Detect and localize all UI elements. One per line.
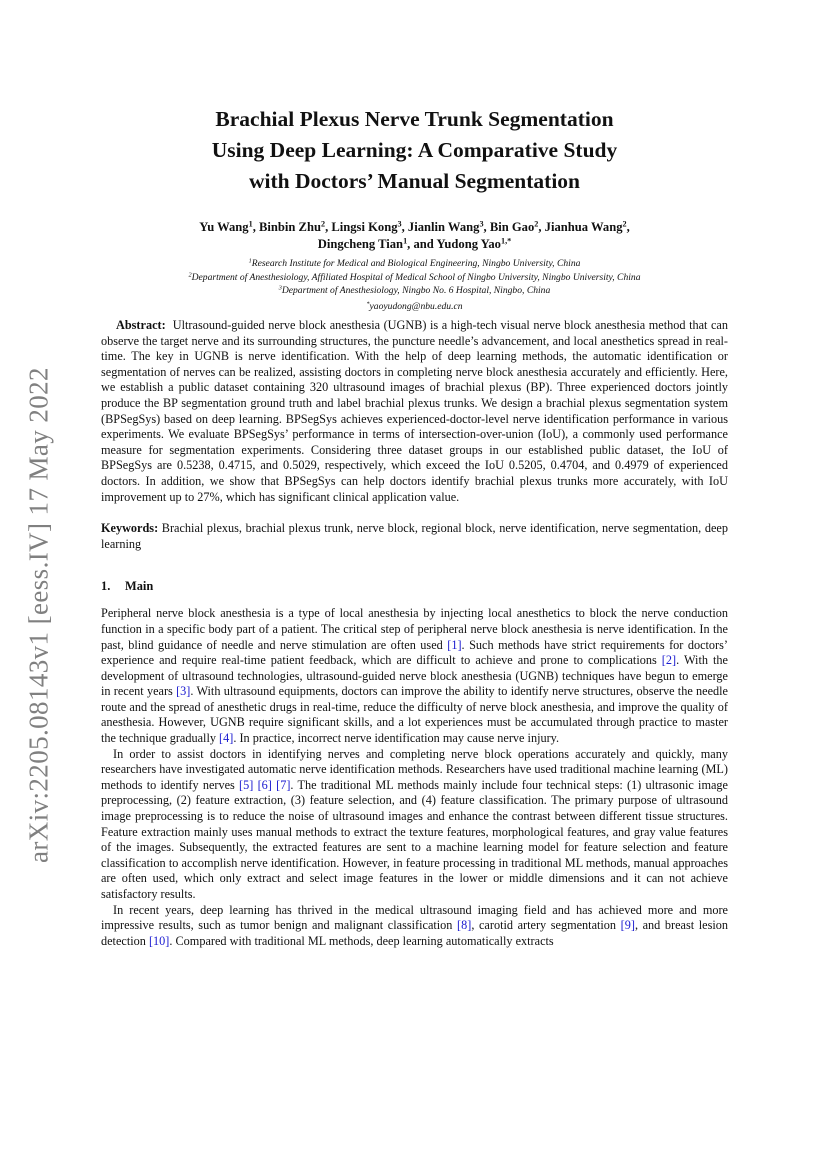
author-affiliation-marker: 2	[622, 219, 627, 229]
affiliation-text: Research Institute for Medical and Biological Engineering, Ningbo University, China	[251, 258, 581, 269]
citation-link[interactable]: [6]	[257, 777, 272, 792]
keywords-text: Brachial plexus, brachial plexus trunk, nerve block, regional block, nerve identification, nerve segmentation, deep learning	[101, 521, 728, 551]
author-name: Binbin Zhu	[259, 220, 321, 234]
abstract	[101, 318, 728, 505]
author-affiliation-marker: 2	[320, 219, 326, 229]
author-name: Lingsi Kong	[331, 220, 398, 234]
author-affiliation-marker: 1	[403, 236, 408, 246]
section-title: Main	[125, 579, 154, 594]
body-paragraph: In recent years, deep learning has thrived in the medical ultrasound imaging field and has achieved more and more impressive results, such as tumor benign and malignant classification [8], carotid artery segmentation [9], and breast lesion detection [10]. Compared with traditional ML methods, deep learning automatically extracts	[101, 902, 728, 948]
affiliation-text: Department of Anesthesiology, Affiliated Hospital of Medical School of Ningbo University, Ningbo University, China	[191, 271, 641, 283]
affiliation	[101, 257, 728, 271]
citation-link[interactable]: [4]	[219, 731, 234, 746]
corresponding-email	[101, 300, 728, 314]
citation-link[interactable]: [3]	[176, 684, 191, 699]
citation-link[interactable]: [5]	[239, 777, 254, 792]
citation-link[interactable]: [7]	[276, 777, 291, 792]
citation-link[interactable]: [8]	[457, 918, 472, 933]
section-body	[101, 606, 728, 949]
affiliation-marker: 3	[278, 284, 282, 292]
affiliation-marker: 2	[188, 271, 192, 279]
title-line: with Doctors’ Manual Segmentation	[248, 169, 581, 193]
paper-page	[101, 104, 728, 949]
section-heading	[101, 578, 728, 594]
affiliation-marker: 1	[248, 257, 252, 265]
body-paragraph: Peripheral nerve block anesthesia is a type of local anesthesia by injecting local anesthetics to block the nerve conduction function in a specific body part of a patient. The critical step of peripheral nerve block anesthesia is nerve identification. In the past, blind guidance of needle and nerve stimulation are often used [1]. Such methods have strict requirements for doctors’ experience and require real-time patient feedback, which are difficult to achieve and prone to complications [2]. With the development of ultrasound technologies, ultrasound-guided nerve block anesthesia (UGNB) techniques have begun to emerge in recent years [3]. With ultrasound equipments, doctors can improve the ability to identify nerve structures, observe the needle route and the spread of anesthetic drugs in real-time, reduce the difficulty of nerve block anesthesia, and improve the quality of anesthesia. However, UGNB require significant skills, and a lot experiences must be accumulated through practice to master the technique gradually [4]. In practice, incorrect nerve identification may cause nerve injury.	[101, 606, 728, 746]
title-line: Using Deep Learning: A Comparative Study	[211, 138, 618, 162]
author-affiliation-marker: 1,*	[500, 236, 512, 246]
title-line: Brachial Plexus Nerve Trunk Segmentation	[215, 107, 614, 131]
author-name: Yudong Yao	[436, 237, 501, 251]
abstract-text: Ultrasound-guided nerve block anesthesia (UGNB) is a high-tech visual nerve block anesthesia method that can observe the target nerve and its surrounding structures, the puncture needle’s advancement, and local anesthetics spread in real-time. The key in UGNB is nerve identification. With the help of deep learning methods, the automatic identification or segmentation of nerves can be realized, assisting doctors in completing nerve block anesthesia accurately and efficiently. Here, we establish a public dataset containing 320 ultrasound images of brachial plexus (BP). Three experienced doctors jointly produce the BP segmentation ground truth and label brachial plexus trunks. We design a brachial plexus segmentation system (BPSegSys) based on deep learning. BPSegSys achieves experienced-doctor-level nerve identification performance in various experiments. We evaluate BPSegSys’ performance in terms of intersection-over-union (IoU), a commonly used performance measure for segmentation experiments. Considering three dataset groups in our established public dataset, the IoU of BPSegSys are 0.5238, 0.4715, and 0.5029, respectively, which exceed the IoU 0.5205, 0.4704, and 0.4979 of experienced doctors. In addition, we show that BPSegSys can help doctors identify brachial plexus trunks more accurately, with IoU improvement up to 27%, which has significant clinical application value.	[101, 318, 728, 504]
citation-link[interactable]: [2]	[661, 653, 677, 668]
keywords-label: Keywords:	[101, 521, 159, 536]
citation-link[interactable]: [9]	[620, 918, 635, 933]
affiliation	[101, 284, 728, 298]
author-name: Jianhua Wang	[544, 220, 623, 234]
citation-link[interactable]: [1]	[447, 637, 462, 652]
arxiv-sidebar-stamp	[14, 350, 64, 880]
author-list: Yu Wang$^1$, Binbin Zhu$^2$, Lingsi Kong$^3$, Jianlin Wang$^3$, Bin Gao$^2$, Jianhua Wang$^2$, Dingcheng Tian$^1$, and Yudong Yao$^{1,*}$	[199, 219, 630, 251]
abstract-label: Abstract:	[116, 318, 166, 332]
author-name: Dingcheng Tian	[317, 237, 404, 251]
author-affiliation-marker: 1	[248, 219, 253, 229]
paper-title	[101, 104, 728, 197]
author-name: Yu Wang	[199, 220, 249, 234]
email-address: yaoyudong@nbu.edu.cn	[369, 300, 463, 312]
email-marker: *	[366, 300, 370, 308]
arxiv-identifier: arXiv:2205.08143v1 [eess.IV] 17 May 2022	[23, 367, 54, 863]
body-paragraph: In order to assist doctors in identifying nerves and completing nerve block operations accurately and quickly, many researchers have investigated automatic nerve identification methods. Researchers have used traditional machine learning (ML) methods to identify nerves [5] [6] [7]. The traditional ML methods mainly include four technical steps: (1) ultrasonic image preprocessing, (2) feature extraction, (3) feature selection, and (4) feature classification. The primary purpose of ultrasound image preprocessing is to reduce the noise of ultrasound images and enhance the contrast between different tissue structures. Feature extraction mainly uses manual methods to extract the texture features, morphological features, and gray value features of the images. Subsequently, the extracted features are sent to a machine learning model for feature selection and feature classification to accomplish nerve identification. However, in feature processing in traditional ML methods, manual approaches are often used, which only extract and select image features in the lower or middle dimensions and it can not achieve satisfactory results.	[101, 746, 728, 901]
section-number: 1.	[101, 579, 111, 594]
affiliation-list	[101, 257, 728, 298]
author-affiliation-marker: 3	[479, 219, 484, 229]
author-affiliation-marker: 2	[534, 219, 539, 229]
affiliation-text: Department of Anesthesiology, Ningbo No. 6 Hospital, Ningbo, China	[281, 285, 551, 296]
author-name: Bin Gao	[489, 220, 535, 234]
affiliation	[101, 271, 728, 285]
author-name: Jianlin Wang	[407, 220, 480, 234]
citation-link[interactable]: [10]	[148, 933, 170, 948]
author-affiliation-marker: 3	[397, 219, 402, 229]
keywords	[101, 521, 728, 552]
